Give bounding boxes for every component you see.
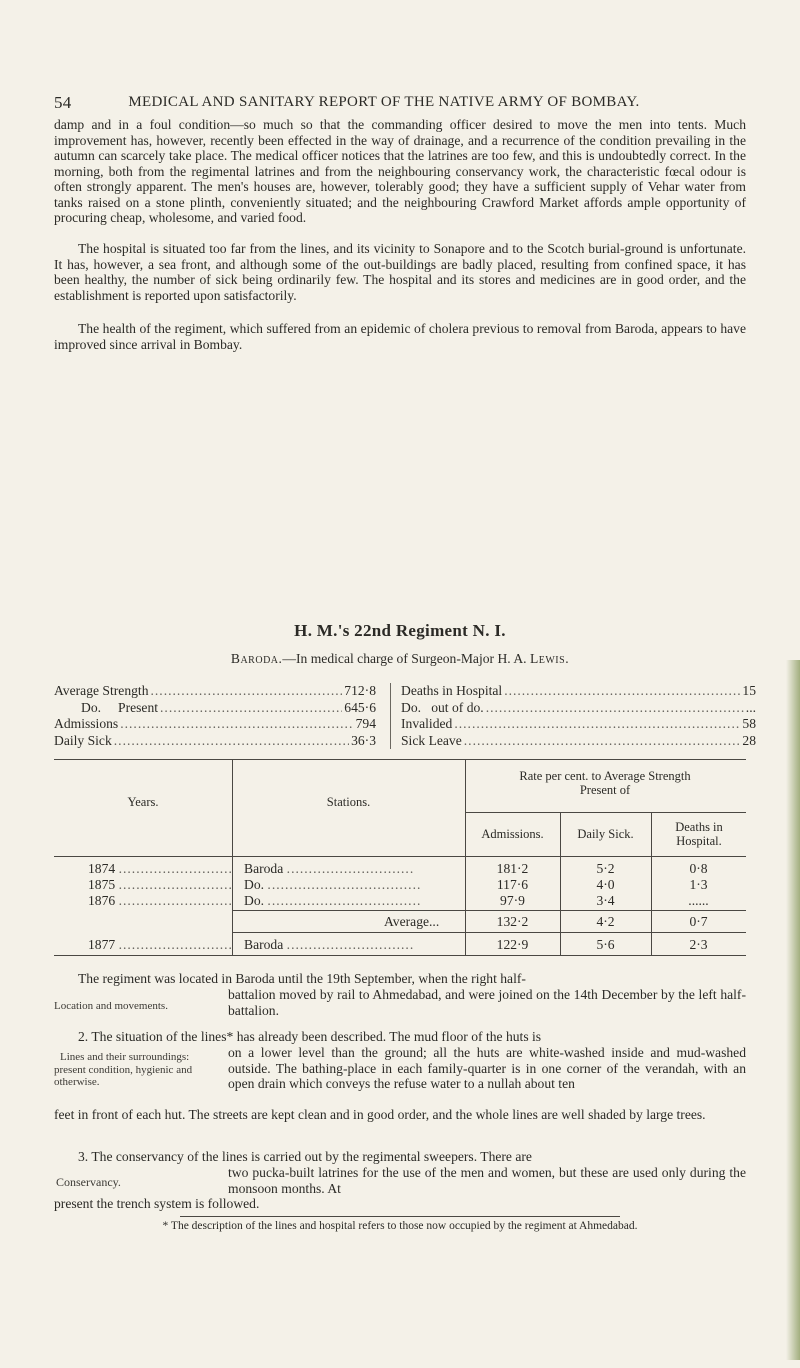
leader-dots bbox=[454, 716, 740, 733]
table-divider bbox=[54, 955, 746, 956]
leader-dots: .......................... bbox=[118, 861, 233, 876]
leader-dots: ............................. bbox=[286, 861, 415, 876]
intro-paragraph-1: damp and in a foul condition—so much so that the commanding officer desired to move the men into tents. Much improvement has, however, recently been effected in the way of drainage, and a recurrence of the condition prevailing in the autumn can scarcely take place. The medical officer notices that the latrines are too few, and this is undoubtedly correct. In the morning, both from the regimental latrines and from the neighbouring conservancy work, the characteristic fœcal odour is often strongly apparent. The men's houses are, however, tolerably good; they have a sufficient supply of Vehar water from tanks raised on a stone plinth, conveniently situated; and the neighbouring Crawford Market affords ample opportunity of procuring cheap, wholesome, and varied food. bbox=[54, 117, 746, 225]
leader-dots bbox=[160, 700, 342, 717]
row-station bbox=[244, 893, 421, 909]
station-value: Do. bbox=[244, 877, 265, 892]
footnote-rule bbox=[180, 1216, 620, 1217]
row-year bbox=[88, 877, 233, 893]
leader-dots bbox=[504, 683, 740, 700]
row-station bbox=[244, 861, 414, 877]
leader-dots bbox=[151, 683, 343, 700]
table-divider bbox=[54, 856, 746, 857]
leader-dots: ................................... bbox=[267, 877, 422, 892]
stat-value: ... bbox=[745, 699, 756, 715]
year-value: 1876 bbox=[88, 893, 116, 908]
conservancy-tail: present the trench system is followed. bbox=[54, 1196, 260, 1211]
table-divider bbox=[232, 932, 746, 933]
section-title: H. M.'s 22nd Regiment N. I. bbox=[294, 621, 506, 640]
rates-table bbox=[54, 760, 746, 956]
location-lead: The regiment was located in Baroda until the 19th September, when the right half- bbox=[78, 971, 526, 986]
station-value: Baroda bbox=[244, 937, 284, 952]
stat-row bbox=[54, 683, 376, 700]
sidenote-location: Location and movements. bbox=[54, 1000, 168, 1012]
footnote: * The description of the lines and hospital refers to those now occupied by the regiment at Ahmedabad. bbox=[162, 1220, 638, 1232]
stat-row bbox=[401, 700, 756, 717]
row-station bbox=[244, 877, 421, 893]
stat-value: 794 bbox=[355, 716, 376, 731]
daily-sick-value: 3·4 bbox=[596, 893, 615, 908]
stat-row bbox=[401, 733, 756, 750]
running-head-title: MEDICAL AND SANITARY REPORT OF THE NATIVE ARMY OF BOMBAY. bbox=[128, 94, 640, 110]
stat-value: 645·6 bbox=[344, 699, 376, 715]
header-years: Years. bbox=[127, 795, 159, 809]
average-label: Average... bbox=[384, 914, 440, 929]
deaths-value: ...... bbox=[688, 893, 709, 908]
stat-label: Sick Leave bbox=[401, 732, 462, 748]
row-year bbox=[88, 861, 233, 877]
location-body: battalion moved by rail to Ahmedabad, and were joined on the 14th December by the left half-battalion. bbox=[228, 987, 746, 1018]
running-head bbox=[54, 93, 714, 113]
header-stations: Stations. bbox=[326, 795, 371, 809]
final-year bbox=[88, 937, 233, 953]
stat-row bbox=[54, 733, 376, 750]
final-daily-sick: 5·6 bbox=[596, 937, 615, 952]
deaths-value: 1·3 bbox=[689, 877, 708, 892]
final-admissions: 122·9 bbox=[496, 937, 529, 952]
stat-value: 58 bbox=[742, 716, 756, 731]
leader-dots: .......................... bbox=[118, 893, 233, 908]
final-station bbox=[244, 937, 414, 953]
daily-sick-value: 4·0 bbox=[596, 877, 615, 892]
intro-paragraph-3: The health of the regiment, which suffered from an epidemic of cholera previous to removal from Baroda, appears to have improved since arrival in Bombay. bbox=[54, 321, 746, 352]
stat-row bbox=[401, 683, 756, 700]
leader-dots bbox=[114, 733, 349, 750]
stat-row bbox=[401, 716, 756, 733]
lines-lead: 2. The situation of the lines* has already been described. The mud floor of the huts is bbox=[78, 1029, 542, 1044]
stat-value: 15 bbox=[742, 683, 756, 698]
year-value: 1874 bbox=[88, 861, 116, 876]
stat-row bbox=[54, 716, 376, 733]
year-value: 1875 bbox=[88, 877, 116, 892]
deaths-value: 0·8 bbox=[689, 861, 708, 876]
stat-label: Admissions bbox=[54, 716, 119, 731]
stats-left bbox=[54, 683, 376, 749]
table-divider bbox=[232, 910, 746, 911]
leader-dots: .......................... bbox=[118, 877, 233, 892]
leader-dots: .......................... bbox=[118, 937, 233, 952]
page-number: 54 bbox=[54, 93, 72, 112]
header-daily-sick: Daily Sick. bbox=[577, 827, 634, 841]
average-admissions: 132·2 bbox=[496, 914, 529, 929]
leader-dots bbox=[120, 716, 353, 733]
officer-name: Lewis. bbox=[529, 651, 570, 666]
stat-value: 712·8 bbox=[344, 683, 376, 698]
station-value: Baroda bbox=[244, 861, 284, 876]
conservancy-lead: 3. The conservancy of the lines is carried out by the regimental sweepers. There are bbox=[78, 1149, 532, 1164]
stat-label: Daily Sick bbox=[54, 732, 112, 748]
page-edge-stain bbox=[786, 660, 800, 1360]
admissions-value: 117·6 bbox=[496, 877, 529, 892]
leader-dots: ................................... bbox=[267, 893, 422, 908]
section-subtitle bbox=[0, 651, 800, 667]
lines-tail: feet in front of each hut. The streets are kept clean and in good order, and the whole lines are well shaded by large trees. bbox=[54, 1107, 706, 1122]
station-name: Baroda. bbox=[230, 651, 283, 666]
average-daily-sick: 4·2 bbox=[596, 914, 615, 929]
leader-dots bbox=[486, 700, 744, 717]
stat-row bbox=[54, 700, 376, 717]
station-value: Do. bbox=[244, 893, 265, 908]
admissions-value: 181·2 bbox=[496, 861, 529, 876]
final-deaths: 2·3 bbox=[689, 937, 708, 952]
intro-paragraph-2: The hospital is situated too far from the lines, and its vicinity to Sonapore and to the Scotch burial-ground is unfortunate. It has, however, a sea front, and although some of the out-buildings are badly placed, resulting from confined space, it has been healthy, the number of sick being ordinarily few. The hospital and its stores and medicines are in good order, and the establishment is reported upon satisfactorily. bbox=[54, 241, 746, 303]
stat-label: Deaths in Hospital bbox=[401, 683, 503, 698]
stat-label: Do. out of do. bbox=[401, 699, 484, 715]
conservancy-body: two pucka-built latrines for the use of the men and women, but these are used only during the monsoon months. At bbox=[228, 1165, 746, 1196]
sidenote-conservancy: Conservancy. bbox=[56, 1175, 121, 1189]
stat-label: Average Strength bbox=[54, 683, 149, 698]
sidenote-lines: Lines and their surroundings: present condition, hygienic and otherwise. bbox=[54, 1051, 193, 1088]
leader-dots bbox=[464, 733, 741, 750]
stat-value: 36·3 bbox=[351, 732, 376, 748]
stat-label: Invalided bbox=[401, 716, 453, 731]
header-admissions: Admissions. bbox=[481, 827, 544, 841]
leader-dots: ............................. bbox=[286, 937, 415, 952]
year-value: 1877 bbox=[88, 937, 116, 952]
lines-body: on a lower level than the ground; all the huts are white-washed inside and mud-washed outside. The bathing-place in each family-quarter is in one corner of the verandah, with an open drain which conveys the refuse water to a nullah about ten bbox=[228, 1045, 746, 1091]
daily-sick-value: 5·2 bbox=[596, 861, 615, 876]
header-rate-group: Rate per cent. to Average Strength Present of bbox=[519, 769, 691, 797]
charge-text: —In medical charge of Surgeon-Major H. A. bbox=[282, 651, 527, 666]
header-deaths: Deaths in Hospital. bbox=[675, 820, 723, 848]
average-deaths: 0·7 bbox=[689, 914, 708, 929]
stat-value: 28 bbox=[742, 732, 756, 748]
table-divider bbox=[232, 760, 233, 956]
admissions-value: 97·9 bbox=[500, 893, 525, 908]
table-divider bbox=[465, 812, 746, 813]
stats-right bbox=[390, 683, 756, 749]
stat-label: Do. Present bbox=[81, 699, 159, 715]
row-year bbox=[88, 893, 233, 909]
